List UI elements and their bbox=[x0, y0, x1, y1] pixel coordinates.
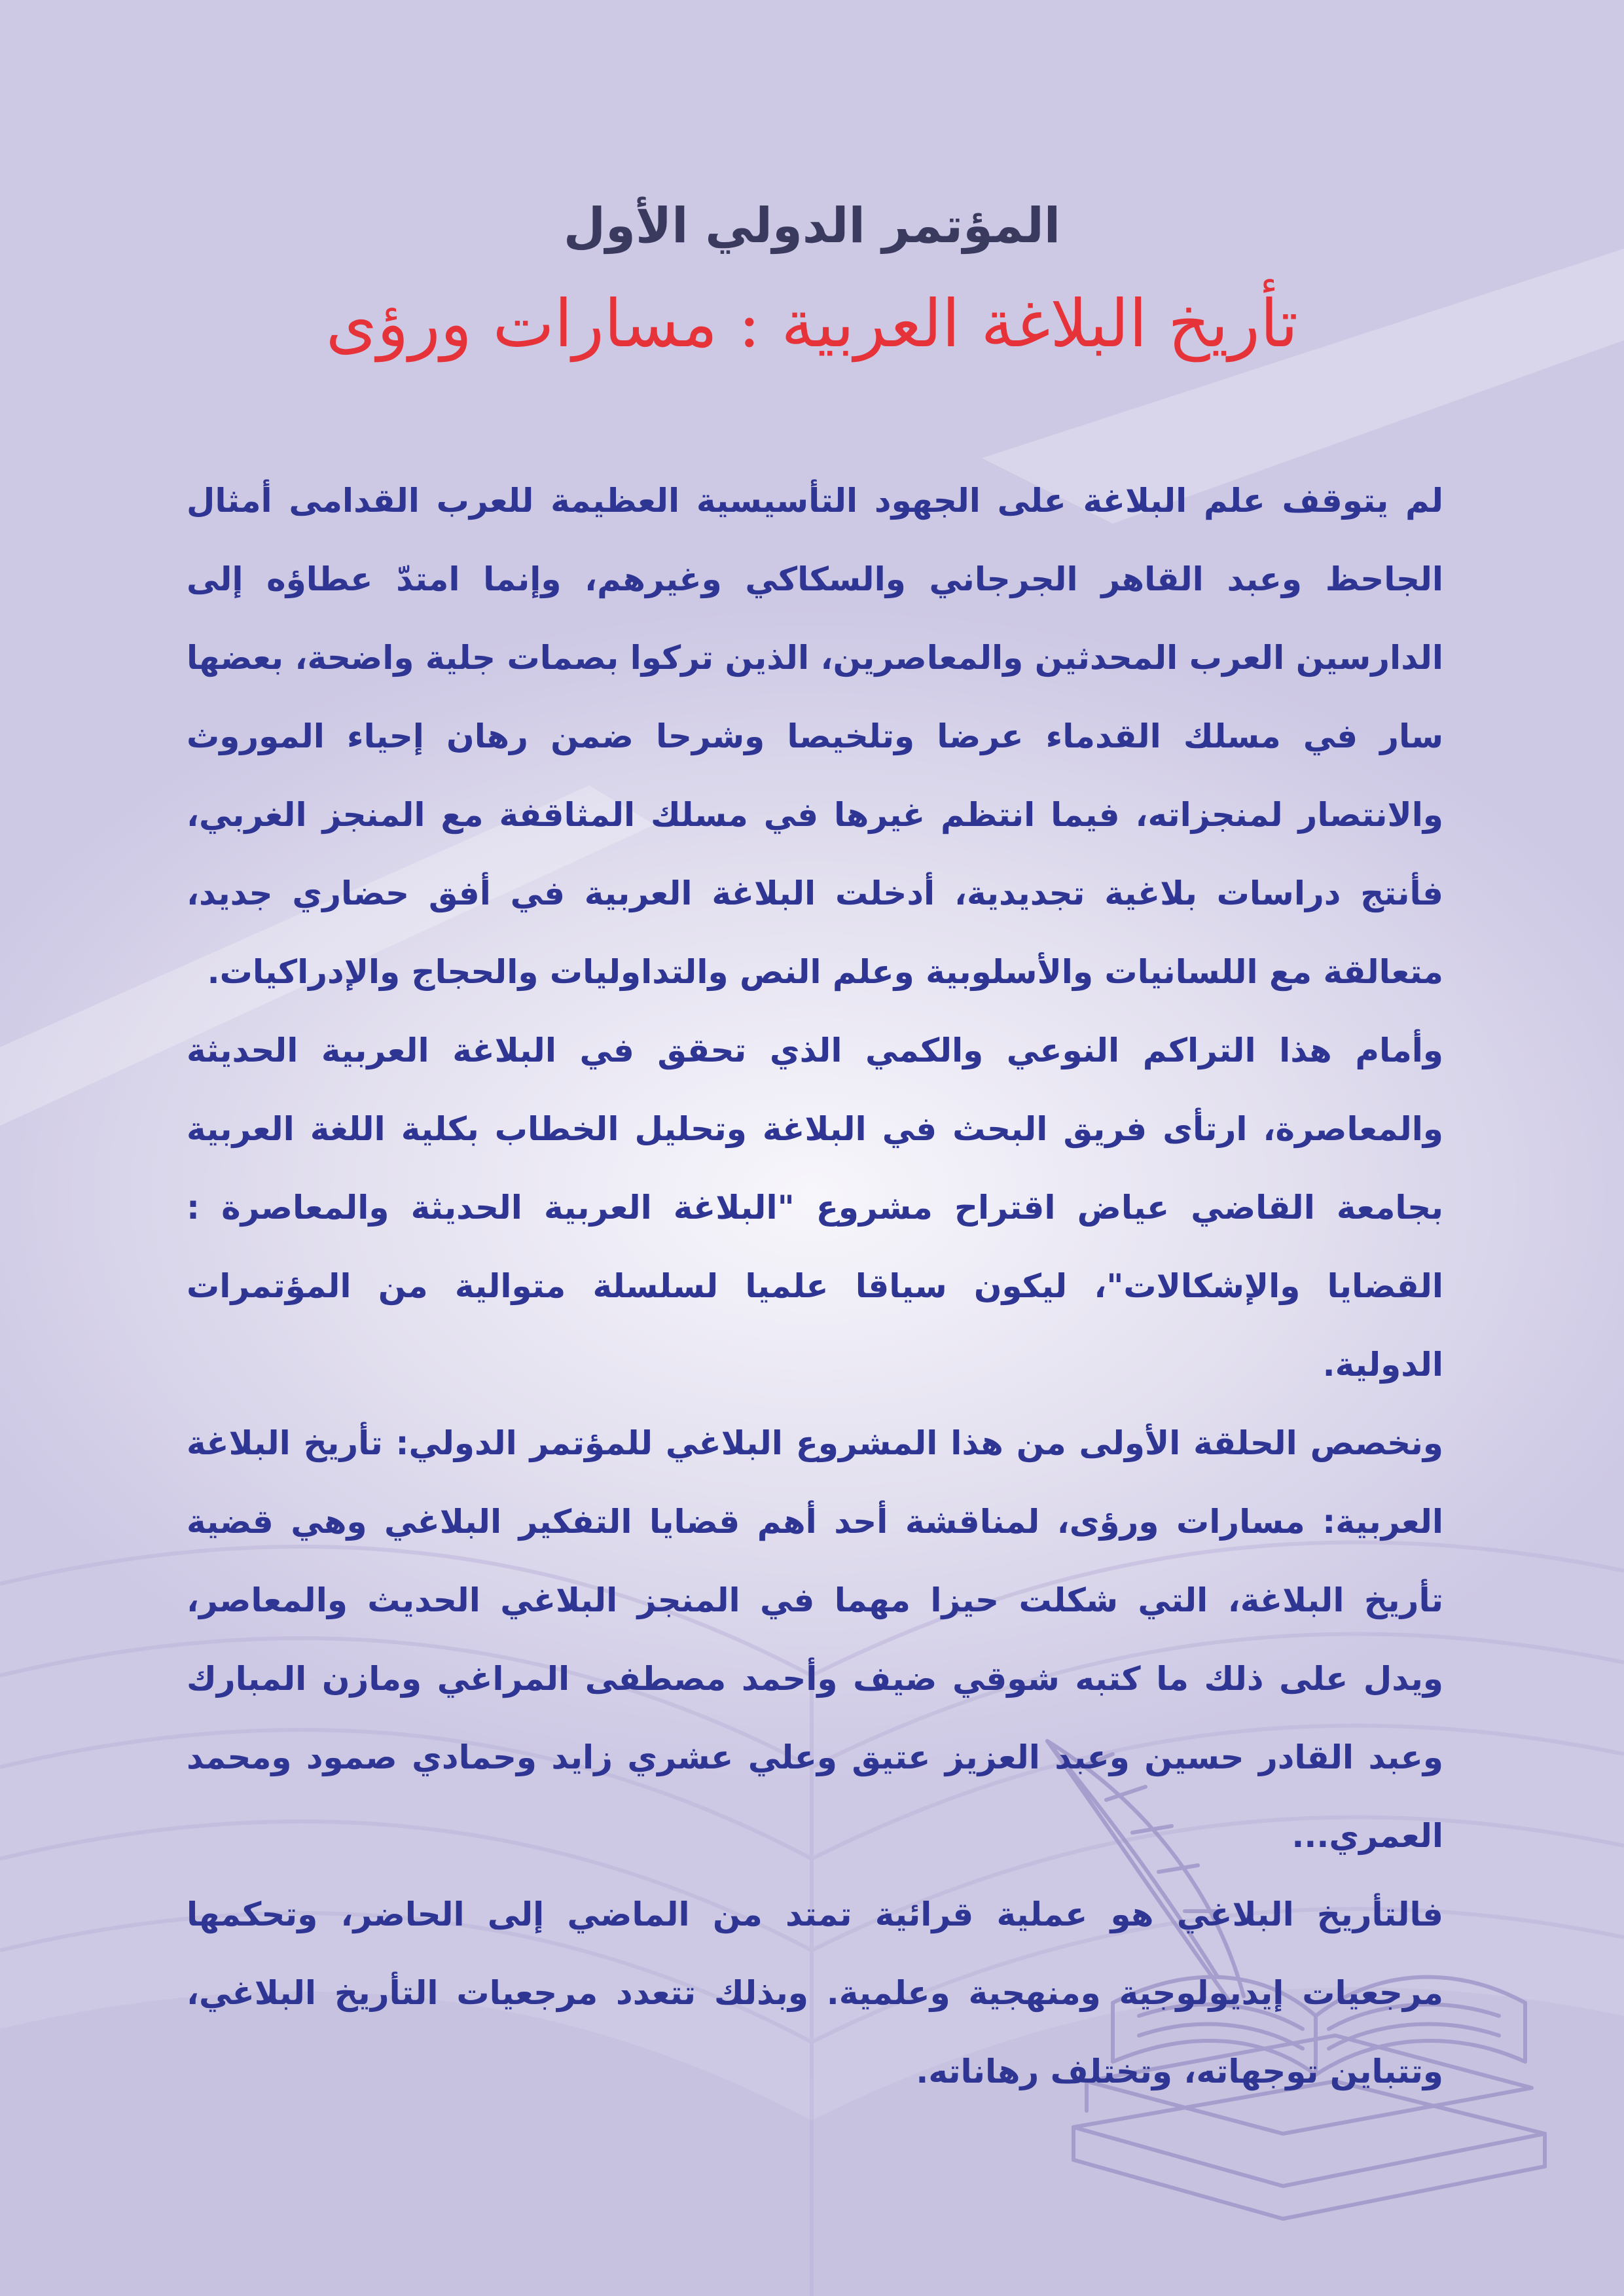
paragraph-3: ونخصص الحلقة الأولى من هذا المشروع البلاغي للمؤتمر الدولي: تأريخ البلاغة العربية: مسارات ورؤى، لمناقشة أحد أهم قضايا التفكير البلاغي وهي قضية تأريخ البلاغة، التي شكلت حيزا مهما في المنجز البلاغي الحديث والمعاصر، ويدل على ذلك ما كتبه شوقي ضيف وأحمد مصطفى المراغي ومازن المبارك وعبد القادر حسين وعبد العزيز عتيق وعلي عشري زايد وحمادي صمود ومحمد العمري... bbox=[187, 1424, 1443, 1855]
conference-subtitle: تأريخ البلاغة العربية : مسارات ورؤى bbox=[325, 285, 1299, 362]
paragraph-4: فالتأريخ البلاغي هو عملية قرائية تمتد من الماضي إلى الحاضر، وتحكمها مرجعيات إيديولوجية ومنهجية وعلمية. وبذلك تتعدد مرجعيات التأريخ البلاغي، وتتباين توجهاته، وتختلف رهاناته. bbox=[187, 1895, 1443, 2090]
conference-title: المؤتمر الدولي الأول bbox=[563, 198, 1061, 254]
paragraph-1: لم يتوقف علم البلاغة على الجهود التأسيسية العظيمة للعرب القدامى أمثال الجاحظ وعبد القاهر الجرجاني والسكاكي وغيرهم، وإنما امتدّ عطاؤه إلى الدارسين العرب المحدثين والمعاصرين، الذين تركوا بصمات جلية واضحة، بعضها سار في مسلك القدماء عرضا وتلخيصا وشرحا ضمن رهان إحياء الموروث والانتصار لمنجزاته، فيما انتظم غيرها في مسلك المثاقفة مع المنجز الغربي، فأنتج دراسات بلاغية تجديدية، أدخلت البلاغة العربية في أفق حضاري جديد، متعالقة مع اللسانيات والأسلوبية وعلم النص والتداوليات والحجاج والإدراكيات. bbox=[187, 482, 1443, 991]
paragraph-2: وأمام هذا التراكم النوعي والكمي الذي تحقق في البلاغة العربية الحديثة والمعاصرة، ارتأى فريق البحث في البلاغة وتحليل الخطاب بكلية اللغة العربية بجامعة القاضي عياض اقتراح مشروع "البلاغة العربية الحديثة والمعاصرة : القضايا والإشكالات"، ليكون سياقا علميا لسلسلة متوالية من المؤتمرات الدولية. bbox=[187, 1031, 1443, 1384]
body-text bbox=[187, 461, 1443, 2111]
